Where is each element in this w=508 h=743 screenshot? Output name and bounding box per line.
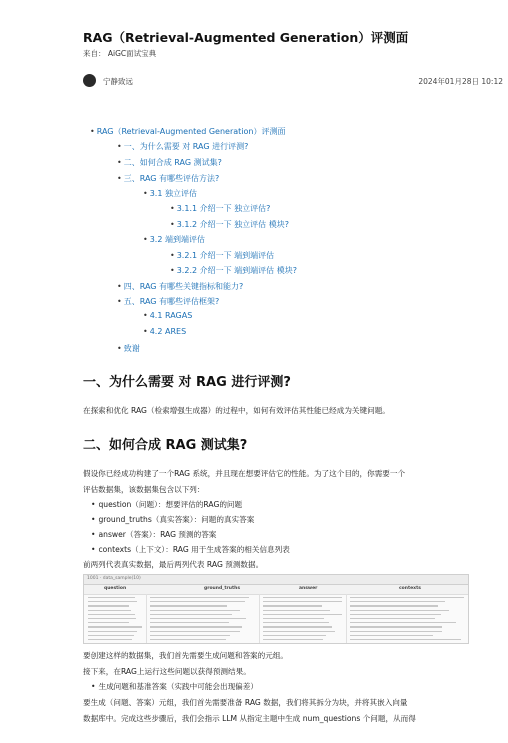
table-cell-text-line [150, 631, 240, 632]
after-table-line-1: 要创建这样的数据集，我们首先需要生成问题和答案的元组。 [83, 651, 289, 660]
table-header-answer: answer [299, 586, 318, 591]
section-1-heading: 一、为什么需要 对 RAG 进行评测? [83, 375, 291, 390]
table-cell-text-line [150, 639, 226, 640]
section-2-heading: 二、如何合成 RAG 测试集? [83, 438, 248, 453]
list-item-generate: • 生成问题和基准答案（实践中可能会出现偏差） [91, 681, 258, 692]
list-item-question: • question（问题）：想要评估的RAG的问题 [91, 499, 242, 510]
table-cell-text-line [350, 614, 441, 615]
list-item-ground-truths: • ground_truths（真实答案）：问题的真实答案 [91, 514, 254, 525]
table-cell-text-line [88, 601, 137, 602]
author-row [83, 74, 503, 90]
table-cell-text-line [88, 605, 129, 606]
table-header-contexts: contexts [399, 586, 421, 591]
author-avatar[interactable] [83, 74, 96, 87]
table-cell-text-line [88, 635, 134, 636]
table-cell-text-line [350, 626, 442, 627]
toc-item-3-2-1[interactable]: • 3.2.1 介绍一下 端到端评估 [170, 250, 274, 261]
toc-item-3-2[interactable]: • 3.2 端到端评估 [143, 234, 205, 245]
table-cell-text-line [150, 601, 245, 602]
toc-item-4-2[interactable]: • 4.2 ARES [143, 327, 186, 336]
table-divider [346, 594, 347, 643]
table-cell-text-line [150, 597, 249, 598]
table-cell-text-line [88, 597, 135, 598]
table-cell-text-line [150, 618, 246, 619]
table-cell-text-line [350, 597, 464, 598]
list-item-answer: • answer（答案）：RAG 预测的答案 [91, 529, 216, 540]
article-source: 来自： AiGC面试宝典 [83, 49, 157, 58]
table-cell-text-line [88, 622, 129, 623]
toc-item-root[interactable]: • RAG（Retrieval-Augmented Generation）评测面 [90, 126, 285, 137]
table-cell-text-line [263, 610, 330, 611]
toc-item-3-1[interactable]: • 3.1 独立评估 [143, 188, 197, 199]
author-name[interactable]: 宁静致远 [103, 77, 133, 86]
table-cell-text-line [88, 626, 142, 627]
toc-item-4-1[interactable]: • 4.1 RAGAS [143, 311, 192, 320]
section-2-intro-line-1: 假设你已经成功构建了一个RAG 系统，并且现在想要评估它的性能。为了这个目的，你需要一个 [83, 469, 406, 478]
table-cell-text-line [350, 601, 445, 602]
table-toolbar [84, 575, 468, 585]
toc-item-3-2-2[interactable]: • 3.2.2 介绍一下 端到端评估 模块? [170, 265, 297, 276]
toc-item-3-1-2[interactable]: • 3.1.2 介绍一下 独立评估 模块? [170, 219, 289, 230]
table-cell-text-line [150, 605, 227, 606]
article-title: RAG（Retrieval-Augmented Generation）评测面 [83, 30, 409, 45]
table-cell-text-line [350, 622, 456, 623]
table-cell-text-line [263, 597, 342, 598]
section-1-text: 在探索和优化 RAG（检索增强生成器）的过程中，如何有效评估其性能已经成为关键问题。 [83, 406, 390, 415]
table-cell-text-line [263, 631, 335, 632]
table-cell-text-line [150, 610, 240, 611]
table-cell-text-line [263, 605, 322, 606]
table-header-question: question [104, 586, 127, 591]
dataset-table-image [83, 574, 469, 644]
table-cell-text-line [150, 614, 232, 615]
toc-item-section-5[interactable]: • 五、RAG 有哪些评估框架? [117, 296, 219, 307]
table-cell-text-line [150, 635, 230, 636]
table-cell-text-line [88, 614, 135, 615]
list-item-contexts: • contexts（上下文）：RAG 用于生成答案的相关信息列表 [91, 544, 290, 555]
table-cell-text-line [88, 610, 131, 611]
toc-item-section-4[interactable]: • 四、RAG 有哪些关键指标和能力? [117, 281, 243, 292]
table-cell-text-line [350, 610, 449, 611]
after-table-line-2: 接下来，在RAG上运行这些问题以获得预测结果。 [83, 667, 251, 676]
table-cell-text-line [88, 639, 132, 640]
toc-item-section-1[interactable]: • 一、为什么需要 对 RAG 进行评测? [117, 141, 248, 152]
table-cell-text-line [263, 618, 324, 619]
table-divider [146, 594, 147, 643]
table-cell-text-line [263, 626, 332, 627]
section-2-intro-line-2: 评估数据集，该数据集包含以下列： [83, 485, 205, 494]
table-cell-text-line [263, 601, 342, 602]
toc-item-3-1-1[interactable]: • 3.1.1 介绍一下 独立评估? [170, 203, 270, 214]
last-paragraph-line-1: 要生成（问题、答案）元组，我们首先需要准备 RAG 数据，我们将其拆分为块，并将其嵌入向量 [83, 698, 408, 707]
table-cell-text-line [350, 618, 435, 619]
table-cell-text-line [150, 622, 229, 623]
table-cell-text-line [350, 635, 433, 636]
table-cell-text-line [263, 622, 329, 623]
table-cell-text-line [263, 614, 342, 615]
publish-date: 2024年01月28日 10:12 [418, 77, 503, 86]
toc-item-thanks[interactable]: • 致谢 [117, 343, 140, 354]
table-cell-text-line [88, 631, 137, 632]
last-paragraph-line-2: 数据库中。完成这些步骤后，我们会指示 LLM 从指定主题中生成 num_questions 个问题，从而得 [83, 714, 416, 723]
table-cell-text-line [350, 631, 442, 632]
table-cell-text-line [350, 605, 438, 606]
toc-item-section-2[interactable]: • 二、如何合成 RAG 测试集? [117, 157, 222, 168]
table-header-ground-truths: ground_truths [204, 586, 241, 591]
table-cell-text-line [350, 639, 461, 640]
table-cell-text-line [263, 635, 326, 636]
table-label: 1001 · data_sample(10) [87, 576, 141, 581]
toc-item-section-3[interactable]: • 三、RAG 有哪些评估方法? [117, 173, 219, 184]
table-cell-text-line [150, 626, 242, 627]
table-divider [259, 594, 260, 643]
table-header-row [84, 585, 468, 595]
table-cell-text-line [88, 618, 136, 619]
section-2-columns-note: 前两列代表真实数据，最后两列代表 RAG 预测数据。 [83, 560, 264, 569]
table-cell-text-line [263, 639, 323, 640]
